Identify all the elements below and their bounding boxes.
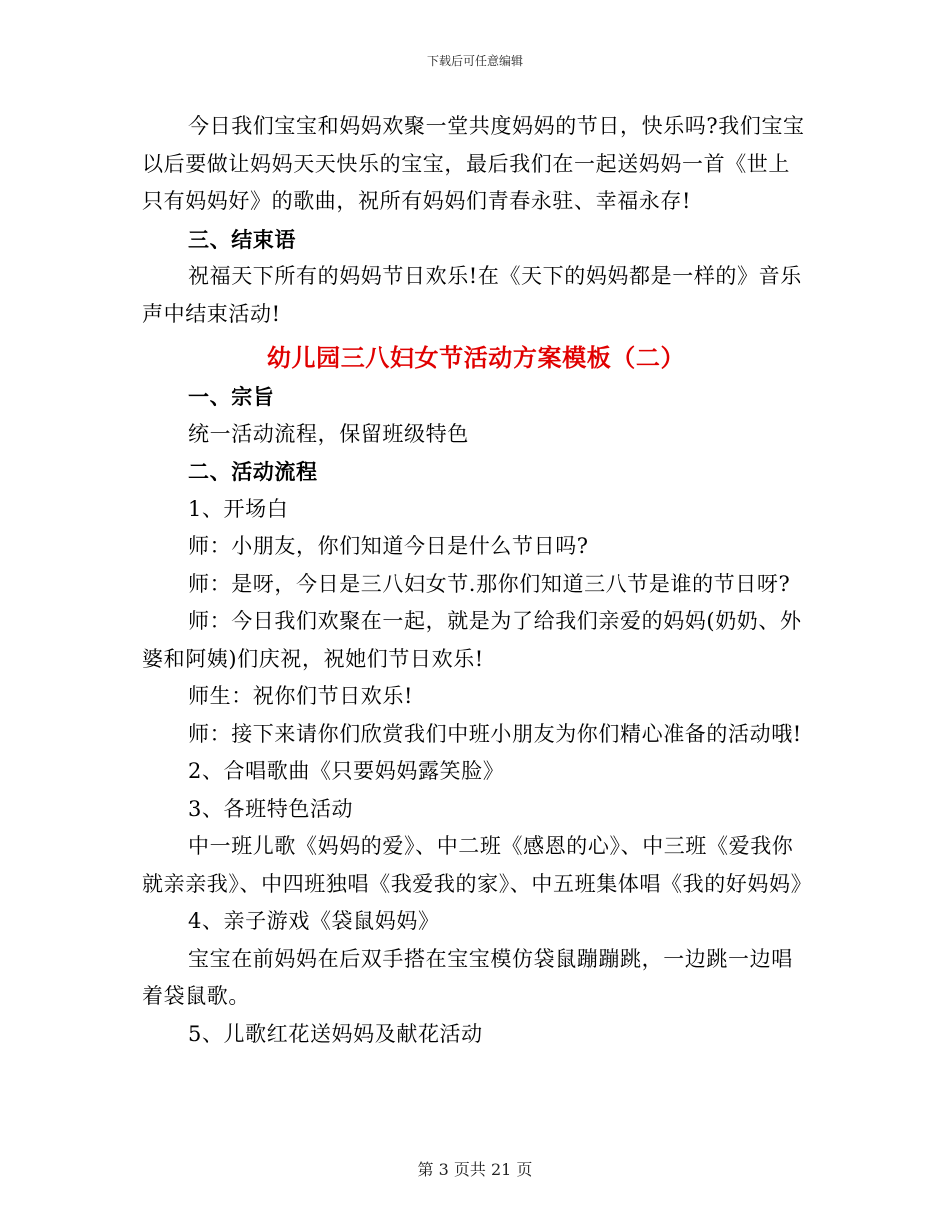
dialogue-line: 师：是呀，今日是三八妇女节.那你们知道三八节是谁的节日呀?	[188, 571, 791, 596]
paragraph: 宝宝在前妈妈在后双手搭在宝宝模仿袋鼠蹦蹦跳，一边跳一边唱着袋鼠歌。	[142, 946, 793, 1008]
step-heading: 5、儿歌红花送妈妈及献花活动	[188, 1021, 483, 1046]
dialogue-line: 师：接下来请你们欣赏我们中班小朋友为你们精心准备的活动哦!	[188, 721, 802, 746]
section-heading-purpose: 一、宗旨	[188, 384, 275, 409]
section-heading-process: 二、活动流程	[188, 459, 318, 484]
section-heading-closing: 三、结束语	[188, 226, 296, 252]
dialogue-line: 师：今日我们欢聚在一起，就是为了给我们亲爱的妈妈(奶奶、外婆和阿姨)们庆祝，祝她们节日欢乐!	[142, 609, 802, 671]
page-footer: 第 3 页共 21 页	[417, 1160, 533, 1179]
dialogue-line: 师生：祝你们节日欢乐!	[188, 684, 414, 708]
step-heading: 2、合唱歌曲《只要妈妈露笑脸》	[188, 759, 505, 783]
dialogue-line: 师：小朋友，你们知道今日是什么节日吗?	[188, 534, 589, 558]
document-title: 幼儿园三八妇女节活动方案模板（二）	[266, 343, 686, 372]
step-heading: 4、亲子游戏《袋鼠妈妈》	[188, 909, 440, 933]
paragraph: 今日我们宝宝和妈妈欢聚一堂共度妈妈的节日，快乐吗?我们宝宝以后要做让妈妈天天快乐的宝宝，最后我们在一起送妈妈一首《世上只有妈妈好》的歌曲，祝所有妈妈们青春永驻、幸福永存!	[142, 114, 805, 213]
paragraph: 祝福天下所有的妈妈节日欢乐!在《天下的妈妈都是一样的》音乐声中结束活动!	[142, 264, 802, 326]
document-body	[142, 108, 813, 1053]
step-heading: 1、开场白	[188, 496, 289, 521]
step-heading: 3、各班特色活动	[188, 796, 354, 821]
page-header: 下载后可任意编辑	[426, 54, 523, 68]
paragraph: 中一班儿歌《妈妈的爱》、中二班《感恩的心》、中三班《爱我你就亲亲我》、中四班独唱《我爱我的家》、中五班集体唱《我的好妈妈》	[142, 834, 813, 896]
paragraph: 统一活动流程，保留班级特色	[188, 421, 469, 446]
